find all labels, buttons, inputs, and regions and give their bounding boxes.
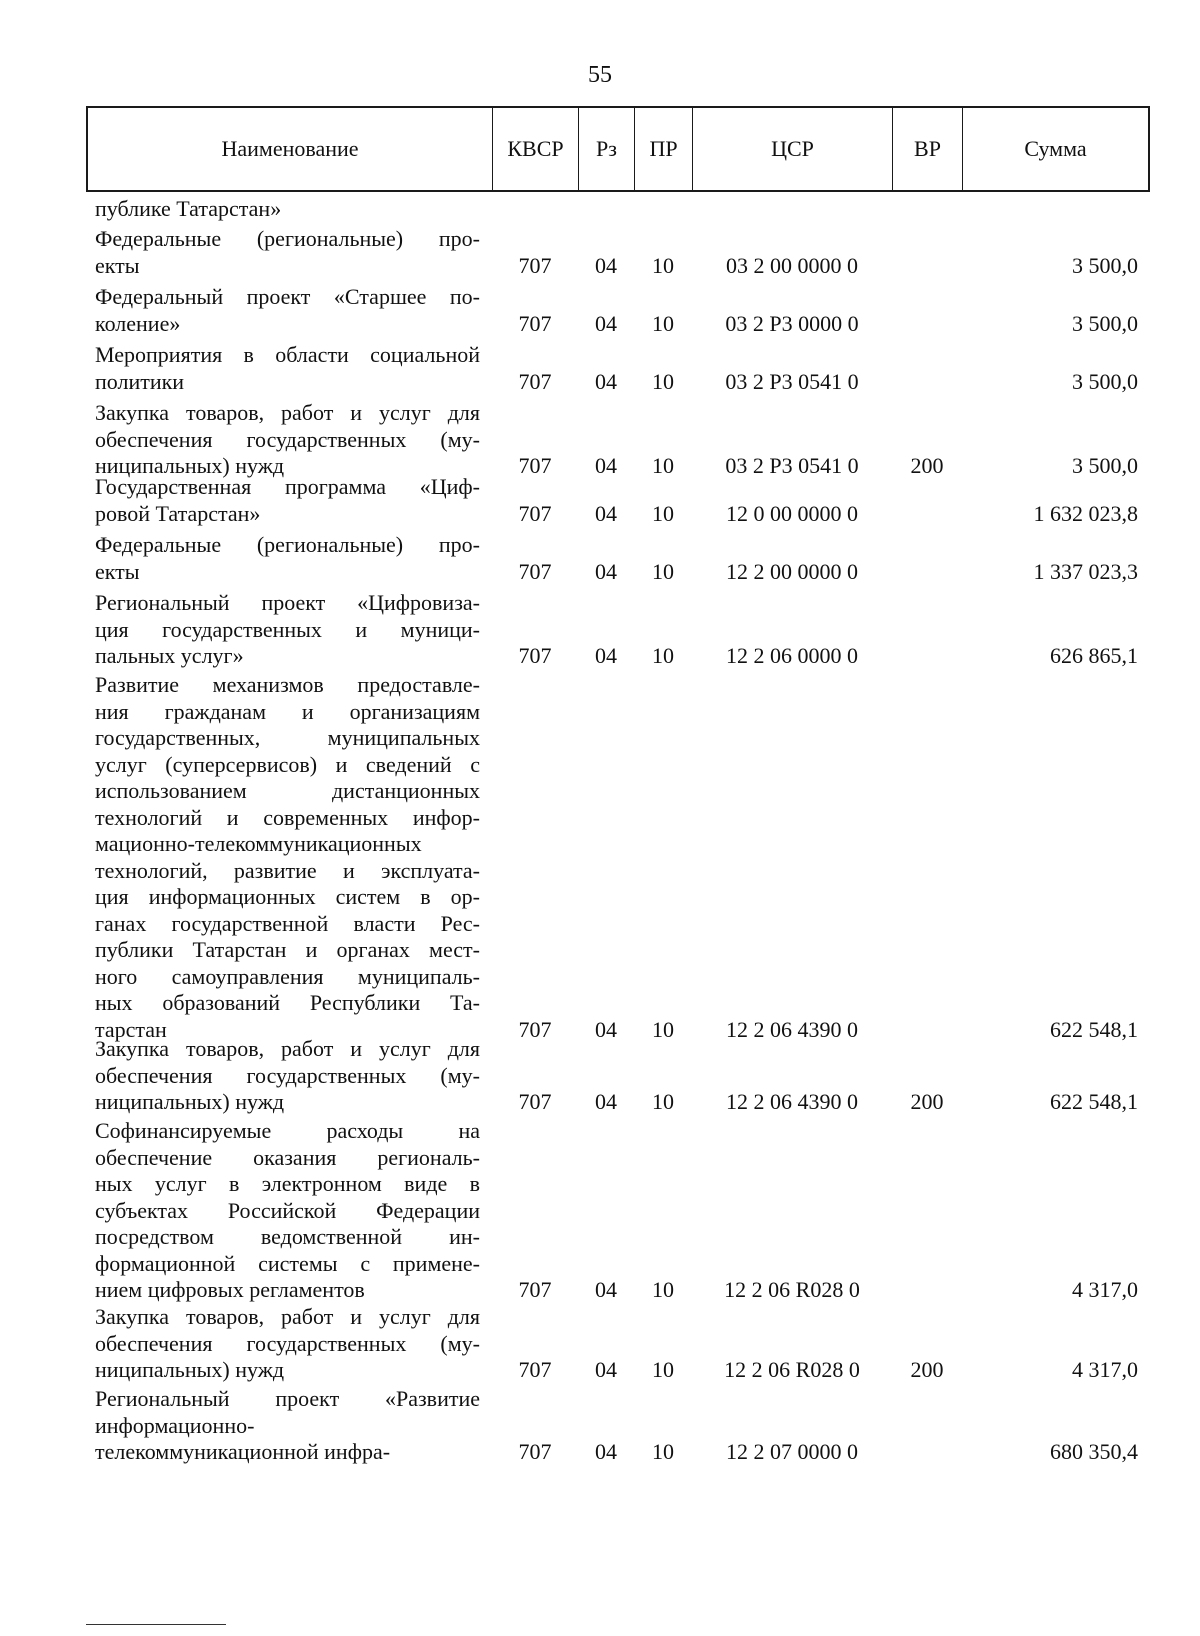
- row-name-line: обеспечения государственных (му-: [95, 1330, 480, 1356]
- row-name-line: мационно-телекоммуникационных: [95, 831, 422, 856]
- row-sum: 1 632 023,8: [1033, 500, 1138, 526]
- row-csr: 12 2 06 0000 0: [726, 643, 858, 668]
- row-pr: 10: [652, 500, 674, 526]
- table-row: [0, 1118, 1200, 1304]
- row-pr: 10: [652, 1016, 674, 1042]
- row-rz: 04: [595, 453, 617, 478]
- row-kvsr: 707: [518, 310, 552, 336]
- row-csr: 12 2 06 R028 0: [724, 1357, 860, 1382]
- row-name-line: услуг (суперсервисов) и сведений с: [95, 751, 480, 777]
- header-pr: ПР: [634, 108, 692, 190]
- row-name-line: обеспечения государственных (му-: [95, 426, 480, 452]
- row-name: [95, 196, 480, 223]
- row-csr: 12 2 07 0000 0: [726, 1439, 858, 1464]
- row-pr: 10: [652, 1357, 674, 1382]
- table-row: [0, 474, 1200, 527]
- row-sum: 3 500,0: [1072, 310, 1138, 336]
- row-rz: 04: [595, 1016, 617, 1042]
- row-name: [95, 590, 480, 670]
- table-row: [0, 226, 1200, 279]
- row-name-line: субъектах Российской Федерации: [95, 1197, 480, 1223]
- row-csr: 12 2 06 4390 0: [726, 1016, 858, 1042]
- row-rz: 04: [595, 500, 617, 526]
- row-name-line: коление»: [95, 310, 181, 336]
- row-name: [95, 1386, 480, 1466]
- row-kvsr: 707: [518, 1277, 552, 1302]
- row-kvsr: 707: [518, 453, 552, 478]
- row-name-line: обеспечения государственных (му-: [95, 1062, 480, 1088]
- row-name: [95, 1304, 480, 1384]
- row-sum: 680 350,4: [1050, 1439, 1138, 1464]
- footnote-separator: [86, 1624, 226, 1625]
- row-name-line: ровой Татарстан»: [95, 500, 261, 526]
- row-kvsr: 707: [518, 1439, 552, 1464]
- row-name: [95, 1036, 480, 1116]
- row-name: [95, 532, 480, 585]
- row-name-line: Федеральные (региональные) про-: [95, 226, 480, 251]
- row-csr: 12 0 00 0000 0: [726, 500, 858, 526]
- row-name-line: ного самоуправления муниципаль-: [95, 963, 480, 989]
- row-name-line: технологий, развитие и эксплуата-: [95, 857, 480, 883]
- table-header: [86, 106, 1150, 192]
- row-name-line: публики Татарстан и органах мест-: [95, 937, 480, 962]
- row-sum: 1 337 023,3: [1033, 558, 1138, 584]
- table-row: [0, 532, 1200, 585]
- row-name: [95, 342, 480, 395]
- row-rz: 04: [595, 1439, 617, 1464]
- row-name: [95, 226, 480, 279]
- header-rz: Рз: [578, 108, 634, 190]
- row-name-line: ниципальных) нужд: [95, 1089, 285, 1114]
- row-name-line: ция государственных и муници-: [95, 616, 480, 642]
- row-name-line: ниципальных) нужд: [95, 453, 285, 478]
- row-rz: 04: [595, 643, 617, 668]
- row-csr: 03 2 00 0000 0: [726, 252, 858, 278]
- row-rz: 04: [595, 1089, 617, 1114]
- table-row: [0, 400, 1200, 480]
- row-pr: 10: [652, 310, 674, 336]
- row-name: [95, 284, 480, 337]
- row-name-line: Региональный проект «Цифровиза-: [95, 590, 480, 615]
- row-pr: 10: [652, 643, 674, 668]
- row-kvsr: 707: [518, 643, 552, 668]
- row-name-line: тарстан: [95, 1016, 167, 1042]
- row-sum: 3 500,0: [1072, 368, 1138, 394]
- header-kvsr: КВСР: [492, 108, 578, 190]
- row-pr: 10: [652, 1439, 674, 1464]
- row-name-line: екты: [95, 252, 140, 278]
- row-name-line: Закупка товаров, работ и услуг для: [95, 1036, 480, 1061]
- header-name: Наименование: [221, 136, 359, 161]
- row-sum: 622 548,1: [1050, 1016, 1138, 1042]
- row-name-line: формационной системы с примене-: [95, 1250, 480, 1276]
- row-kvsr: 707: [518, 1016, 552, 1042]
- row-name-line: государственных, муниципальных: [95, 725, 480, 750]
- row-pr: 10: [652, 252, 674, 278]
- table-row: [0, 342, 1200, 395]
- table-row: [0, 1386, 1200, 1466]
- row-name-line: ция информационных систем в ор-: [95, 884, 480, 909]
- row-rz: 04: [595, 368, 617, 394]
- row-rz: 04: [595, 252, 617, 278]
- row-name-line: ниципальных) нужд: [95, 1357, 285, 1382]
- row-rz: 04: [595, 1357, 617, 1382]
- row-name: [95, 474, 480, 527]
- row-kvsr: 707: [518, 1357, 552, 1382]
- table-row: [0, 196, 1200, 223]
- table-row: [0, 672, 1200, 1043]
- row-kvsr: 707: [518, 500, 552, 526]
- table-row: [0, 1036, 1200, 1116]
- row-name-line: информационно-: [95, 1412, 255, 1438]
- row-vr: 200: [910, 1089, 944, 1114]
- row-csr: 03 2 Р3 0541 0: [725, 368, 859, 394]
- row-name: [95, 672, 480, 1043]
- page-number: 55: [588, 62, 612, 88]
- row-csr: 03 2 Р3 0541 0: [725, 453, 859, 478]
- row-name-line: екты: [95, 558, 140, 584]
- row-name: [95, 1118, 480, 1304]
- row-name-line: публике Татарстан»: [95, 196, 282, 221]
- row-pr: 10: [652, 368, 674, 394]
- row-sum: 622 548,1: [1050, 1089, 1138, 1114]
- row-kvsr: 707: [518, 252, 552, 278]
- row-name-line: Мероприятия в области социальной: [95, 342, 480, 367]
- row-name-line: нием цифровых регламентов: [95, 1277, 365, 1302]
- row-kvsr: 707: [518, 1089, 552, 1114]
- row-name-line: технологий и современных инфор-: [95, 804, 480, 830]
- row-pr: 10: [652, 1277, 674, 1302]
- row-pr: 10: [652, 453, 674, 478]
- row-rz: 04: [595, 310, 617, 336]
- row-name-line: Федеральный проект «Старшее по-: [95, 284, 480, 309]
- row-csr: 03 2 Р3 0000 0: [725, 310, 859, 336]
- row-name-line: ных услуг в электронном виде в: [95, 1171, 480, 1196]
- row-name-line: Закупка товаров, работ и услуг для: [95, 400, 480, 425]
- row-vr: 200: [910, 453, 944, 478]
- row-name-line: использованием дистанционных: [95, 778, 480, 803]
- table-row: [0, 1304, 1200, 1384]
- row-name-line: ния гражданам и организациям: [95, 698, 480, 724]
- row-csr: 12 2 00 0000 0: [726, 558, 858, 584]
- table-row: [0, 284, 1200, 337]
- row-name-line: Федеральные (региональные) про-: [95, 532, 480, 557]
- row-name-line: ных образований Республики Та-: [95, 990, 480, 1015]
- row-kvsr: 707: [518, 368, 552, 394]
- row-name-line: Развитие механизмов предоставле-: [95, 672, 480, 697]
- row-pr: 10: [652, 1089, 674, 1114]
- row-name: [95, 400, 480, 480]
- row-name-line: обеспечение оказания региональ-: [95, 1144, 480, 1170]
- header-csr: ЦСР: [692, 108, 892, 190]
- row-csr: 12 2 06 R028 0: [724, 1277, 860, 1302]
- table-row: [0, 590, 1200, 670]
- row-name-line: Государственная программа «Циф-: [95, 474, 480, 499]
- row-rz: 04: [595, 558, 617, 584]
- row-sum: 4 317,0: [1072, 1357, 1138, 1382]
- header-vr: ВР: [892, 108, 962, 190]
- row-name-line: политики: [95, 368, 185, 394]
- row-name-line: Региональный проект «Развитие: [95, 1386, 480, 1411]
- row-pr: 10: [652, 558, 674, 584]
- row-name-line: Софинансируемые расходы на: [95, 1118, 480, 1143]
- row-kvsr: 707: [518, 558, 552, 584]
- row-csr: 12 2 06 4390 0: [726, 1089, 858, 1114]
- row-name-line: посредством ведомственной ин-: [95, 1224, 480, 1249]
- row-vr: 200: [910, 1357, 944, 1382]
- row-name-line: ганах государственной власти Рес-: [95, 910, 480, 936]
- row-rz: 04: [595, 1277, 617, 1302]
- row-sum: 626 865,1: [1050, 643, 1138, 668]
- row-name-line: телекоммуникационной инфра-: [95, 1439, 391, 1464]
- header-sum: Сумма: [962, 108, 1148, 190]
- row-name-line: пальных услуг»: [95, 643, 244, 668]
- row-sum: 4 317,0: [1072, 1277, 1138, 1302]
- row-sum: 3 500,0: [1072, 252, 1138, 278]
- row-name-line: Закупка товаров, работ и услуг для: [95, 1304, 480, 1329]
- row-sum: 3 500,0: [1072, 453, 1138, 478]
